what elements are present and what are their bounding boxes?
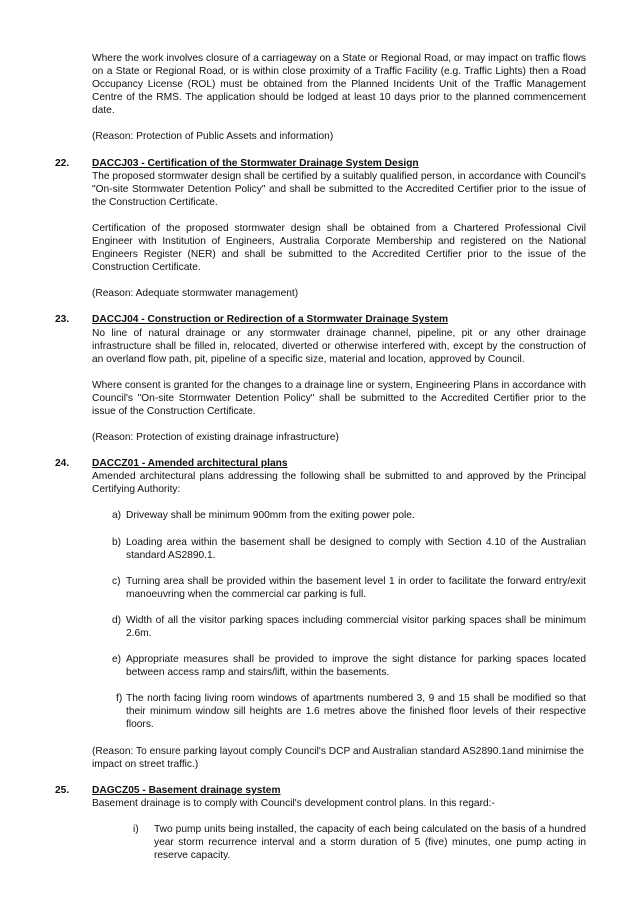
condition-reason: (Reason: Protection of existing drainage infrastructure) [92, 432, 339, 444]
amendment-list [92, 509, 586, 731]
condition-title: DAGCZ05 - Basement drainage system [92, 784, 281, 796]
list-item-letter: d) [112, 614, 122, 626]
list-item-letter: e) [112, 654, 122, 666]
condition-number: 25. [55, 784, 70, 796]
list-item-text: The north facing living room windows of apartments numbered 3, 9 and 15 shall be modified so that their minimum window sill heights are 1.6 metres above the finished floor levels of their respective floors. [126, 693, 586, 731]
list-item [92, 509, 586, 522]
list-item [92, 614, 586, 640]
condition-paragraph: The proposed stormwater design shall be certified by a suitably qualified person, in accordance with Council's "On-site Stormwater Detention Policy" and shall be submitted to the Accredited Certifier prior to the issue of the Construction Certificate. [92, 170, 586, 208]
list-item-letter: f) [116, 693, 123, 705]
list-item-number: i) [133, 823, 139, 835]
condition-number: 24. [55, 458, 70, 470]
condition-reason: (Reason: Adequate stormwater management) [92, 288, 299, 300]
list-item [92, 536, 586, 562]
list-item-text: Two pump units being installed, the capacity of each being calculated on the basis of a hundred year storm recurrence interval and a storm duration of 5 (five) minutes, one pump acting in reserve capacity. [154, 823, 586, 862]
condition-number: 23. [55, 314, 70, 326]
condition-reason: (Reason: To ensure parking layout comply Council's DCP and Australian standard AS2890.1and minimise the impact on street traffic.) [92, 745, 584, 770]
condition-23 [55, 313, 586, 444]
intro-reason: (Reason: Protection of Public Assets and information) [92, 131, 334, 143]
list-item [92, 653, 586, 679]
condition-25 [55, 784, 586, 862]
list-item-text: Driveway shall be minimum 900mm from the exiting power pole. [126, 510, 415, 522]
list-item-text: Appropriate measures shall be provided to improve the sight distance for parking spaces located between access ramp and stairs/lift, within the basements. [126, 654, 586, 679]
condition-paragraph: Basement drainage is to comply with Council's development control plans. In this regard:- [92, 797, 495, 809]
condition-paragraph: Certification of the proposed stormwater design shall be obtained from a Chartered Professional Civil Engineer with Institution of Engineers, Australia Corporate Membership and registered on the National Engineers Register (NER) and shall be submitted to the Accredited Certifier prior to the issue of the Construction Certificate. [92, 222, 586, 274]
list-item-text: Turning area shall be provided within the basement level 1 in order to facilitate the forward entry/exit manoeuvring when the commercial car parking is full. [126, 575, 586, 600]
document-body [55, 52, 586, 862]
list-item-letter: b) [112, 536, 122, 548]
list-item-text: Width of all the visitor parking spaces including commercial visitor parking spaces shall be minimum 2.6m. [126, 614, 586, 639]
condition-22 [55, 157, 586, 301]
list-item [92, 575, 586, 601]
condition-paragraph: Where consent is granted for the changes to a drainage line or system, Engineering Plans in accordance with Council's "On-site Stormwater Detention Policy" shall be submitted to the Accredited Certifier prior to the issue of the Construction Certificate. [92, 379, 586, 417]
intro-paragraph: Where the work involves closure of a carriageway on a State or Regional Road, or may impact on traffic flows on a State or Regional Road, or is within close proximity of a Traffic Facility (e.g. Traffic Lights) then a Road Occupancy License (ROL) must be obtained from the Planned Incidents Unit of the Traffic Management Centre of the RMS. The application should be lodged at least 10 days prior to the planned commencement date. [92, 53, 586, 117]
condition-title: DACCZ01 - Amended architectural plans [92, 458, 288, 470]
condition-number: 22. [55, 157, 70, 169]
list-item-letter: c) [112, 575, 121, 587]
list-item [92, 692, 586, 731]
condition-24 [55, 457, 586, 771]
list-item-letter: a) [112, 510, 122, 522]
list-item [92, 823, 586, 862]
condition-paragraph: No line of natural drainage or any stormwater drainage channel, pipeline, pit or any other drainage infrastructure shall be filled in, relocated, diverted or otherwise interfered with, except by the construction of an overland flow path, pit, pipeline of a specific size, material and location, approved by Council. [92, 327, 586, 365]
condition-paragraph: Amended architectural plans addressing the following shall be submitted to and approved by the Principal Certifying Authority: [92, 471, 586, 496]
list-item-text: Loading area within the basement shall be designed to comply with Section 4.10 of the Australian standard AS2890.1. [126, 536, 586, 561]
condition-title: DACCJ03 - Certification of the Stormwater Drainage System Design [92, 157, 419, 169]
condition-title: DACCJ04 - Construction or Redirection of a Stormwater Drainage System [92, 314, 449, 326]
